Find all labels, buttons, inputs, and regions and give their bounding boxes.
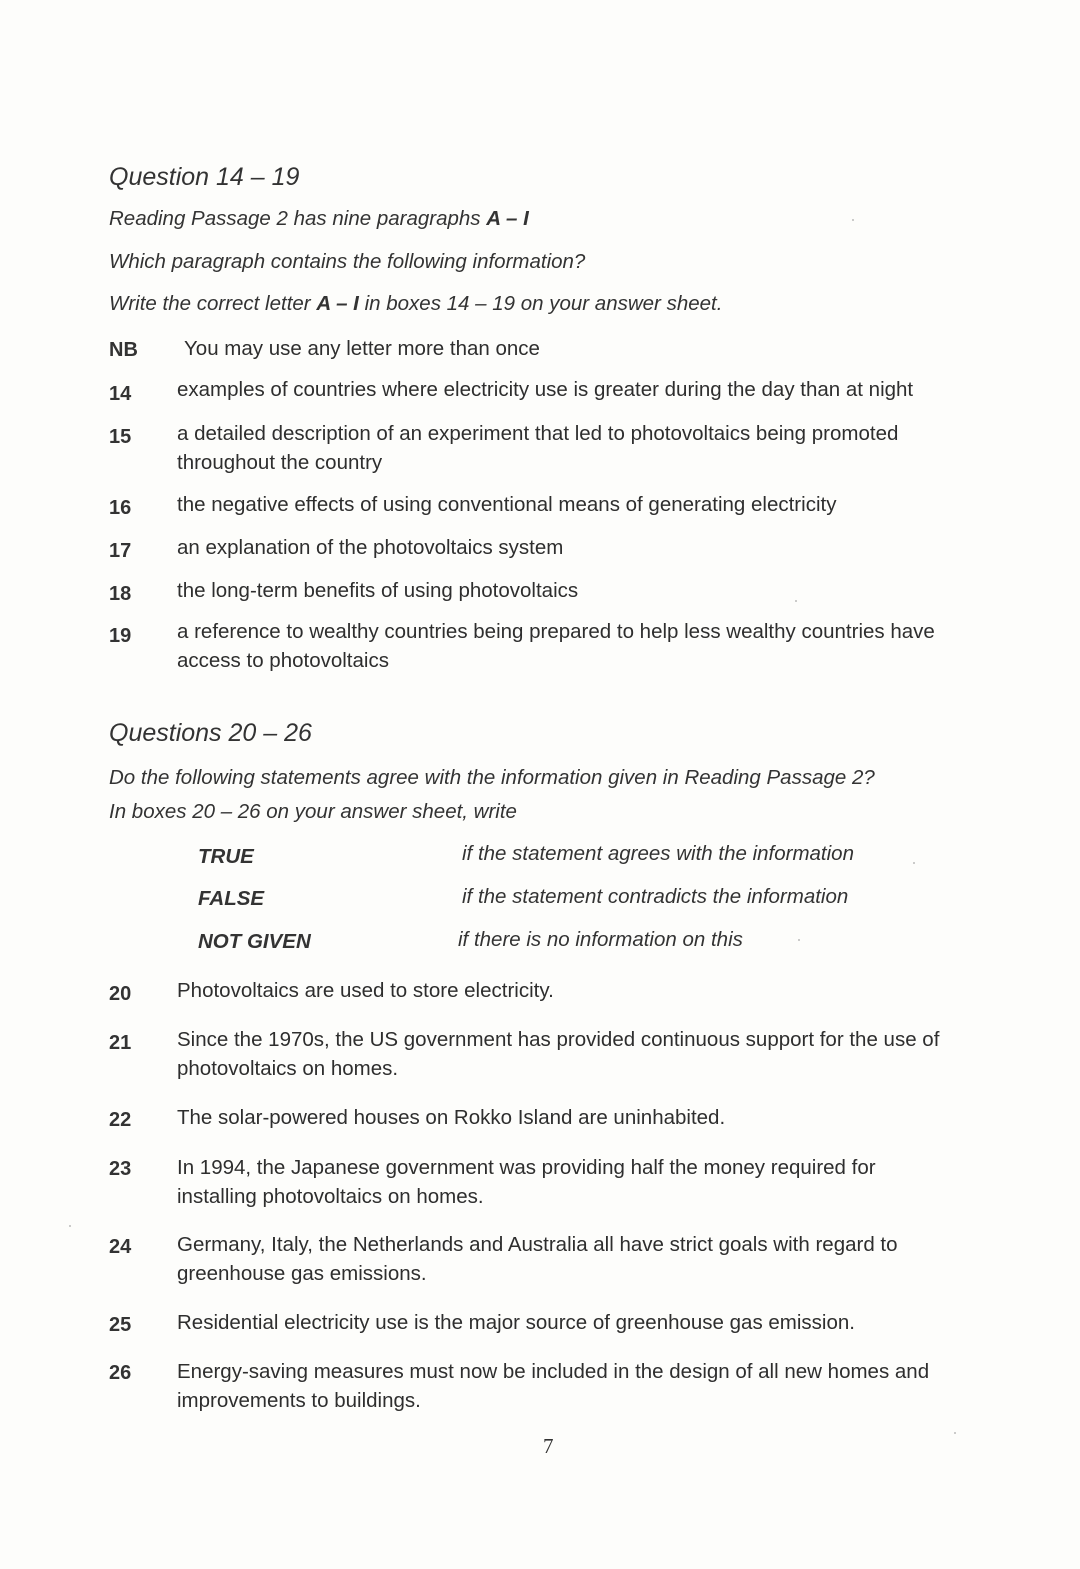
- question-number: 20: [109, 983, 132, 1005]
- scan-speck: [913, 862, 915, 864]
- question-text: a detailed description of an experiment that led to photovoltaics being promoted throughout the country: [177, 422, 899, 474]
- instruction-text: Reading Passage 2 has nine paragraphs: [109, 207, 487, 230]
- page-number: 7: [543, 1434, 554, 1458]
- scan-speck: [69, 1225, 71, 1227]
- scan-speck: [852, 219, 854, 221]
- question-text: examples of countries where electricity use is greater during the day than at night: [177, 378, 914, 401]
- key-def-not-given: if there is no information on this: [458, 928, 743, 951]
- instruction-text: Write the correct letter: [109, 292, 317, 315]
- question-number: 26: [109, 1362, 132, 1384]
- question-text: In 1994, the Japanese government was providing half the money required for installing photovoltaics on homes.: [177, 1156, 876, 1208]
- instruction-which-paragraph: Which paragraph contains the following information?: [109, 250, 586, 273]
- instruction-paragraphs: [109, 207, 529, 231]
- key-term-not-given: NOT GIVEN: [198, 930, 311, 953]
- question-text: Photovoltaics are used to store electricity.: [177, 979, 554, 1002]
- scan-speck: [798, 939, 800, 941]
- question-number: 21: [109, 1032, 132, 1054]
- scan-speck: [954, 1432, 956, 1434]
- question-number: 23: [109, 1158, 132, 1180]
- question-number: 14: [109, 383, 132, 405]
- key-def-true: if the statement agrees with the information: [462, 842, 854, 865]
- question-text: Since the 1970s, the US government has provided continuous support for the use of photovoltaics on homes.: [177, 1028, 940, 1080]
- instruction-boxes: In boxes 20 – 26 on your answer sheet, write: [109, 800, 517, 823]
- question-number: 19: [109, 625, 132, 647]
- key-term-false: FALSE: [198, 887, 265, 910]
- instruction-write-letter: [109, 292, 722, 316]
- instruction-letters: A – I: [316, 292, 359, 315]
- scan-speck: [795, 600, 797, 602]
- question-text: Residential electricity use is the major source of greenhouse gas emission.: [177, 1311, 855, 1334]
- question-text: Energy-saving measures must now be included in the design of all new homes and improvements to buildings.: [177, 1360, 930, 1412]
- question-number: 24: [109, 1236, 132, 1258]
- nb-text: You may use any letter more than once: [184, 337, 540, 360]
- question-number: 22: [109, 1109, 132, 1131]
- question-number: 18: [109, 583, 132, 605]
- question-text: the long-term benefits of using photovoltaics: [177, 579, 579, 602]
- nb-label: NB: [109, 339, 138, 361]
- question-number: 25: [109, 1314, 132, 1336]
- question-text: a reference to wealthy countries being prepared to help less wealthy countries have access to photovoltaics: [177, 620, 935, 672]
- instruction-text: in boxes 14 – 19 on your answer sheet.: [358, 292, 723, 315]
- key-term-true: TRUE: [198, 845, 254, 868]
- question-text: Germany, Italy, the Netherlands and Australia all have strict goals with regard to greenhouse gas emissions.: [177, 1233, 898, 1285]
- instruction-letters: A – I: [486, 207, 529, 230]
- question-number: 17: [109, 540, 132, 562]
- section-heading-20-26: Questions 20 – 26: [109, 719, 312, 747]
- question-number: 16: [109, 497, 132, 519]
- key-def-false: if the statement contradicts the information: [462, 885, 849, 908]
- question-number: 15: [109, 426, 132, 448]
- instruction-agree: Do the following statements agree with the information given in Reading Passage 2?: [109, 766, 875, 789]
- section-heading-14-19: Question 14 – 19: [109, 163, 300, 191]
- question-text: the negative effects of using conventional means of generating electricity: [177, 493, 837, 516]
- question-text: an explanation of the photovoltaics system: [177, 536, 564, 559]
- question-text: The solar-powered houses on Rokko Island are uninhabited.: [177, 1106, 726, 1129]
